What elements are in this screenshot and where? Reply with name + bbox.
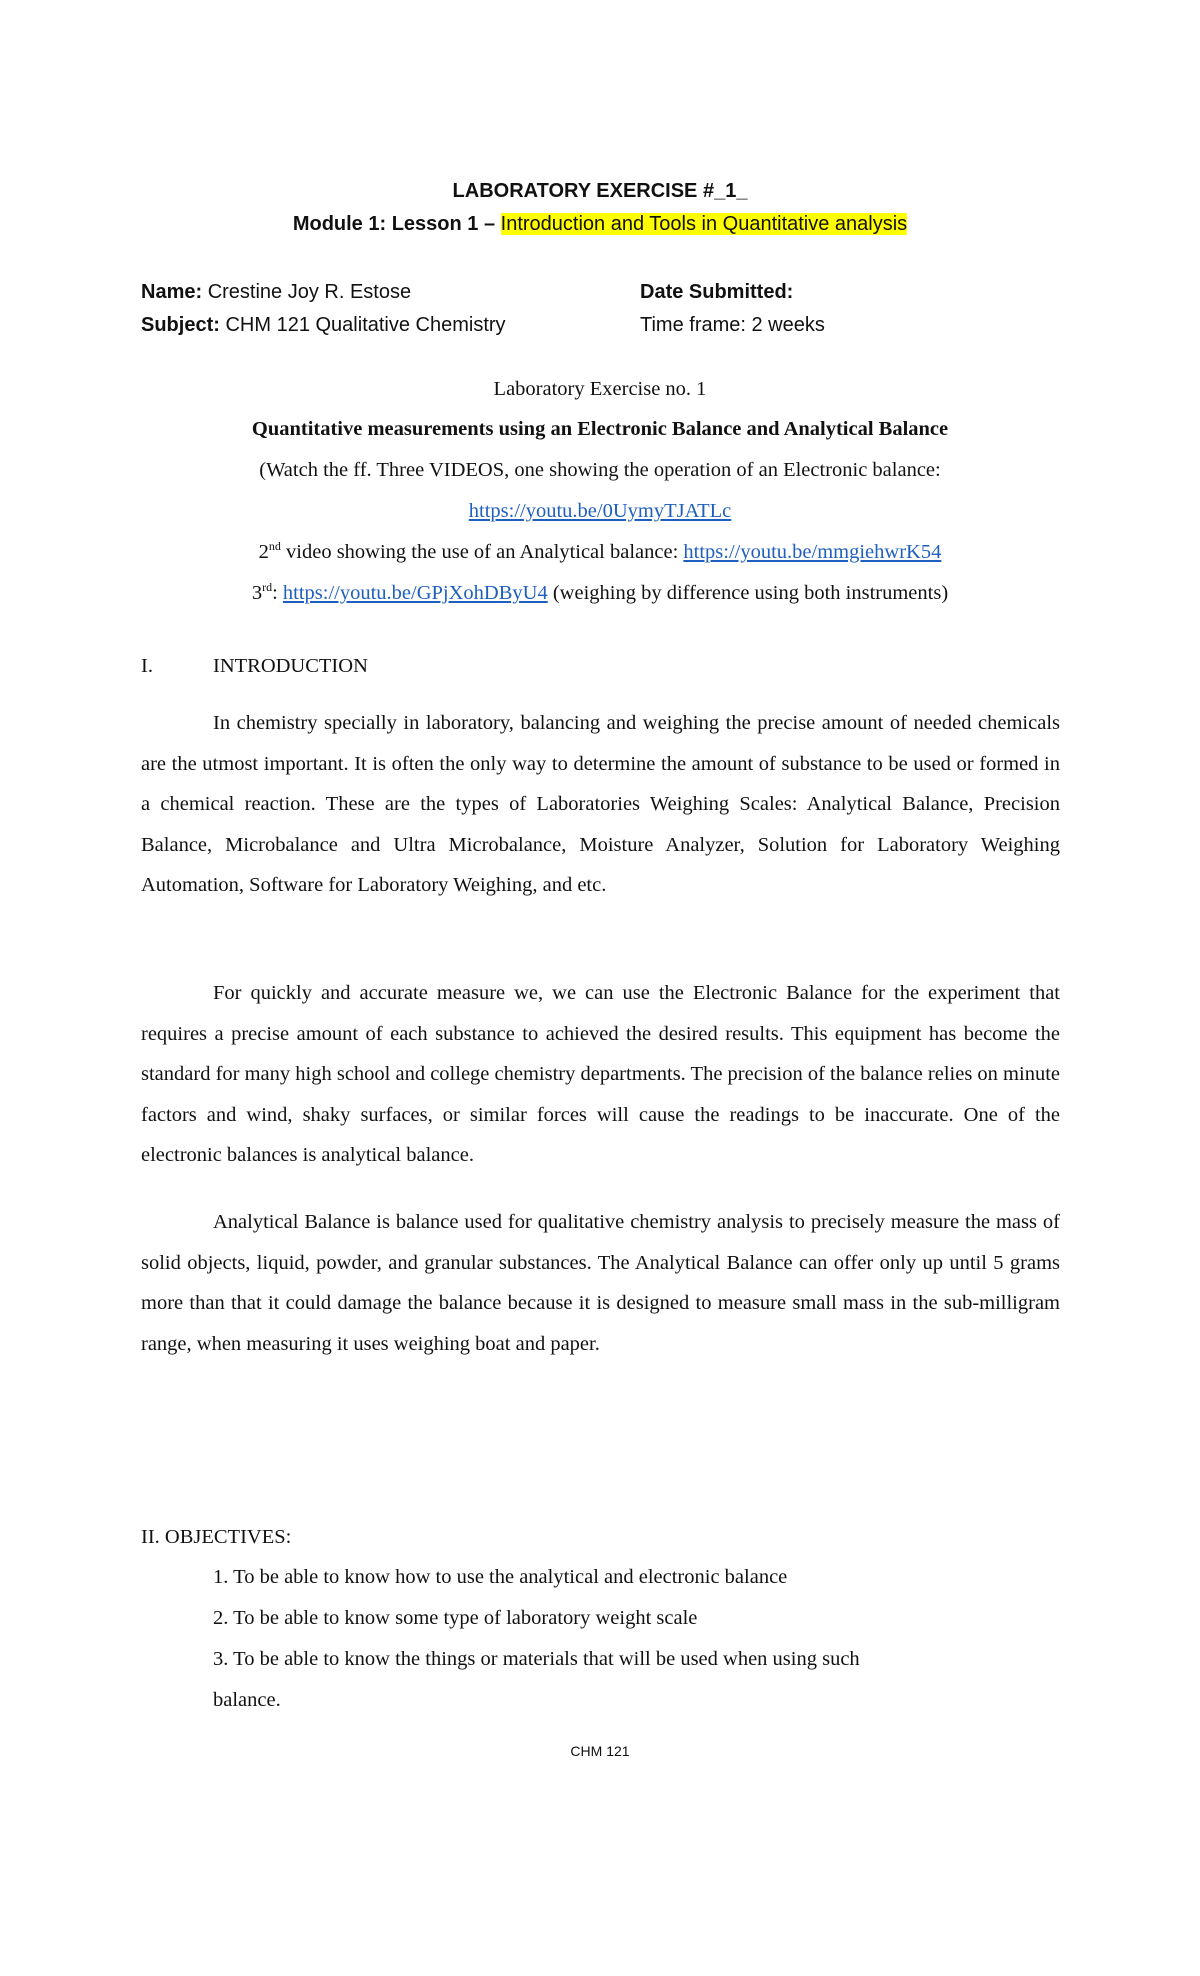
video3-sup: rd <box>262 580 273 595</box>
module-prefix: Module 1: Lesson 1 – <box>292 213 501 235</box>
timeframe: Time frame: 2 weeks <box>640 314 825 336</box>
name-label: Name: <box>141 281 203 303</box>
video3-link[interactable]: https://youtu.be/GPjXohDByU4 <box>282 582 548 604</box>
video1-line <box>0 500 1200 523</box>
intro-p2-text: For quickly and accurate measure we, we can use the Electronic Balance for the experiment that requires a precise amount of each substance to achieved the desired results. This equipment has become the standard for many high school and college chemistry departments. The precision of the balance relies on minute factors and wind, shaky surfaces, or similar forces will cause the readings to be inaccurate. One of the electronic balances is analytical balance. <box>141 982 1060 1167</box>
video3-text: (weighing by difference using both instruments) <box>547 582 949 604</box>
name-row <box>141 281 411 304</box>
module-highlight: Introduction and Tools in Quantitative analysis <box>500 213 908 235</box>
intro-p3-text: Analytical Balance is balance used for qualitative chemistry analysis to precisely measure the mass of solid objects, liquid, powder, and granular substances. The Analytical Balance can offer only up until 5 grams more than that it could damage the balance because it is designed to measure small mass in the sub-milligram range, when measuring it uses weighing boat and paper. <box>141 1211 1060 1355</box>
subject-label: Subject: <box>141 314 220 336</box>
date-submitted <box>640 281 793 304</box>
date-label: Date Submitted: <box>640 281 794 303</box>
video3-ordinal: 3 <box>251 582 263 604</box>
page-title: LABORATORY EXERCISE #_1_ <box>452 180 748 202</box>
objective-item: 1. To be able to know how to use the analytical and electronic balance <box>213 1566 788 1588</box>
objective-item-continuation: balance. <box>213 1689 281 1711</box>
video2-link[interactable]: https://youtu.be/mmgiehwrK54 <box>683 541 942 563</box>
module-line <box>0 213 1200 236</box>
video1-link[interactable]: https://youtu.be/0UymyTJATLc <box>468 500 732 522</box>
intro-paragraph-3 <box>141 1202 1060 1364</box>
video2-ordinal: 2 <box>258 541 269 563</box>
subject-value: CHM 121 Qualitative Chemistry <box>225 314 506 336</box>
name-value: Crestine Joy R. Estose <box>207 281 412 303</box>
video2-sup: nd <box>268 539 281 554</box>
video2-line <box>0 541 1200 564</box>
subject-row <box>141 314 506 337</box>
objective-item: 3. To be able to know the things or materials that will be used when using such <box>213 1648 860 1670</box>
video3-colon: : <box>272 582 283 604</box>
page-footer: CHM 121 <box>570 1743 630 1759</box>
video3-line <box>0 582 1200 605</box>
exercise-number: Laboratory Exercise no. 1 <box>493 378 707 400</box>
objective-item: 2. To be able to know some type of laboratory weight scale <box>213 1607 698 1629</box>
intro-numeral: I. <box>141 655 153 677</box>
exercise-title: Quantitative measurements using an Electronic Balance and Analytical Balance <box>251 418 949 440</box>
intro-heading: INTRODUCTION <box>213 655 368 677</box>
intro-paragraph-2 <box>141 973 1060 1176</box>
video2-text: video showing the use of an Analytical balance: <box>280 541 684 563</box>
intro-paragraph-1 <box>141 703 1060 906</box>
objectives-heading: II. OBJECTIVES: <box>141 1526 292 1548</box>
watch-line: (Watch the ff. Three VIDEOS, one showing the operation of an Electronic balance: <box>259 459 941 481</box>
intro-p1-text: In chemistry specially in laboratory, balancing and weighing the precise amount of needed chemicals are the utmost important. It is often the only way to determine the amount of substance to be used or formed in a chemical reaction. These are the types of Laboratories Weighing Scales: Analytical Balance, Precision Balance, Microbalance and Ultra Microbalance, Moisture Analyzer, Solution for Laboratory Weighing Automation, Software for Laboratory Weighing, and etc. <box>141 712 1060 897</box>
